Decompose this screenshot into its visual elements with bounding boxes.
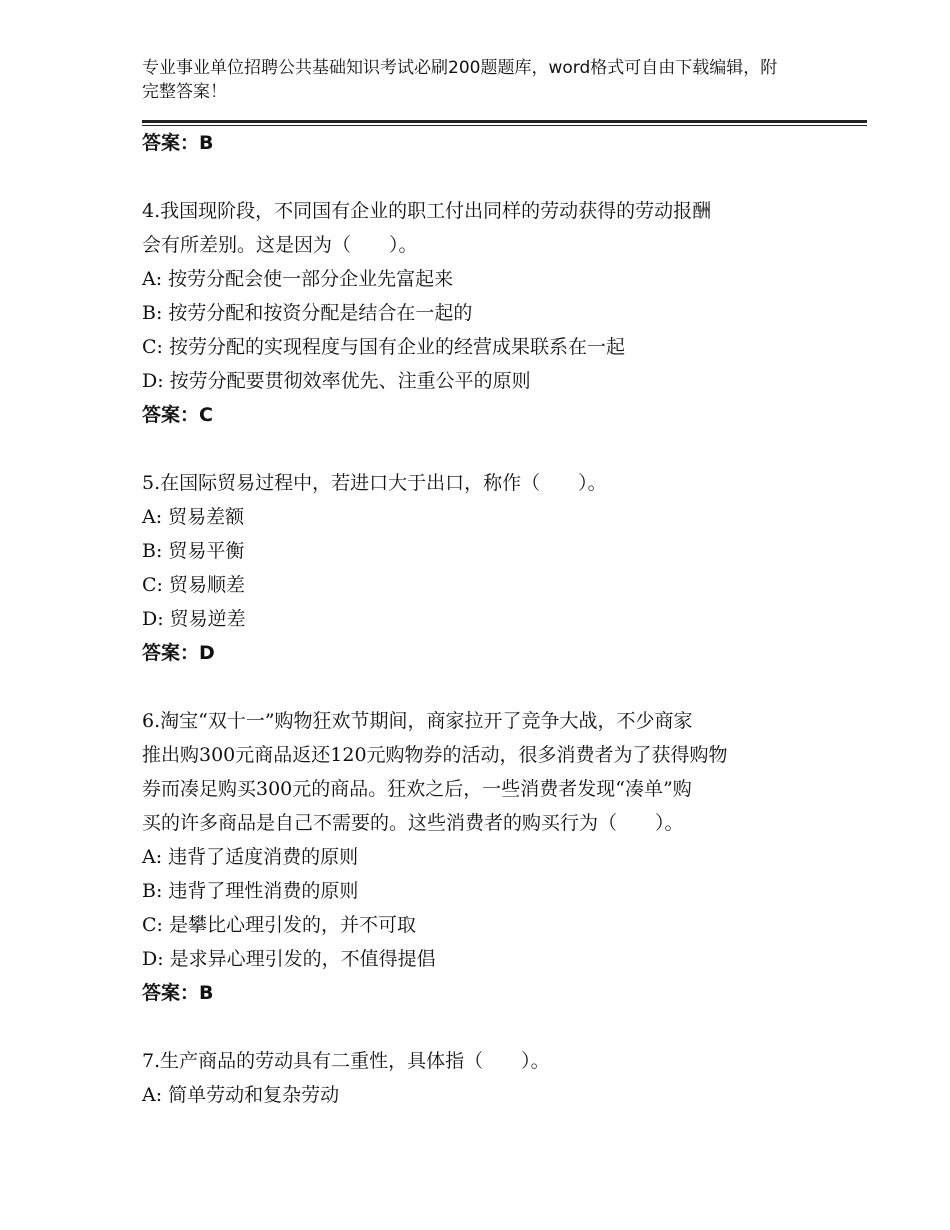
question-line: 5.在国际贸易过程中，若进口大于出口，称作（ ）。 — [142, 472, 607, 494]
option-b: B: 贸易平衡 — [142, 540, 245, 562]
question-text — [142, 1044, 832, 1078]
answer-label: 答案：C — [142, 404, 213, 426]
option-d: D: 是求异心理引发的，不值得提倡 — [142, 948, 436, 970]
question-line: 4.我国现阶段，不同国有企业的职工付出同样的劳动获得的劳动报酬 — [142, 200, 712, 222]
option-b: B: 违背了理性消费的原则 — [142, 880, 359, 902]
question-line: 买的许多商品是自己不需要的。这些消费者的购买行为（ ）。 — [142, 812, 684, 834]
question-line: 7.生产商品的劳动具有二重性，具体指（ ）。 — [142, 1050, 550, 1072]
question-text — [142, 466, 832, 500]
option-c: C: 是攀比心理引发的，并不可取 — [142, 914, 416, 936]
question-block — [142, 466, 832, 670]
option-c: C: 按劳分配的实现程度与国有企业的经营成果联系在一起 — [142, 336, 625, 358]
option-b: B: 按劳分配和按资分配是结合在一起的 — [142, 302, 473, 324]
answer-label: 答案：B — [142, 982, 214, 1004]
option-c: C: 贸易顺差 — [142, 574, 245, 596]
question-block — [142, 1044, 832, 1112]
answer-label: 答案：B — [142, 132, 214, 154]
header-rule-thick — [142, 120, 867, 123]
option-a: A: 简单劳动和复杂劳动 — [142, 1084, 340, 1106]
question-line: 券而凑足购买300元的商品。狂欢之后，一些消费者发现“凑单”购 — [142, 778, 692, 800]
question-line: 6.淘宝“双十一”购物狂欢节期间，商家拉开了竞争大战，不少商家 — [142, 710, 693, 732]
option-a: A: 违背了适度消费的原则 — [142, 846, 359, 868]
question-line: 会有所差别。这是因为（ ）。 — [142, 234, 418, 256]
question-block — [142, 704, 832, 1010]
option-a: A: 按劳分配会使一部分企业先富起来 — [142, 268, 454, 290]
question-line: 推出购300元商品返还120元购物券的活动，很多消费者为了获得购物 — [142, 744, 728, 766]
answer-label: 答案：D — [142, 642, 215, 664]
option-a: A: 贸易差额 — [142, 506, 245, 528]
question-block — [142, 194, 832, 432]
question-text — [142, 194, 832, 262]
page-header: 专业事业单位招聘公共基础知识考试必刷200题题库，word格式可自由下载编辑，附完整答案！ — [142, 58, 778, 102]
question-text — [142, 704, 832, 840]
option-d: D: 按劳分配要贯彻效率优先、注重公平的原则 — [142, 370, 531, 392]
question-list — [142, 126, 832, 1112]
option-d: D: 贸易逆差 — [142, 608, 246, 630]
